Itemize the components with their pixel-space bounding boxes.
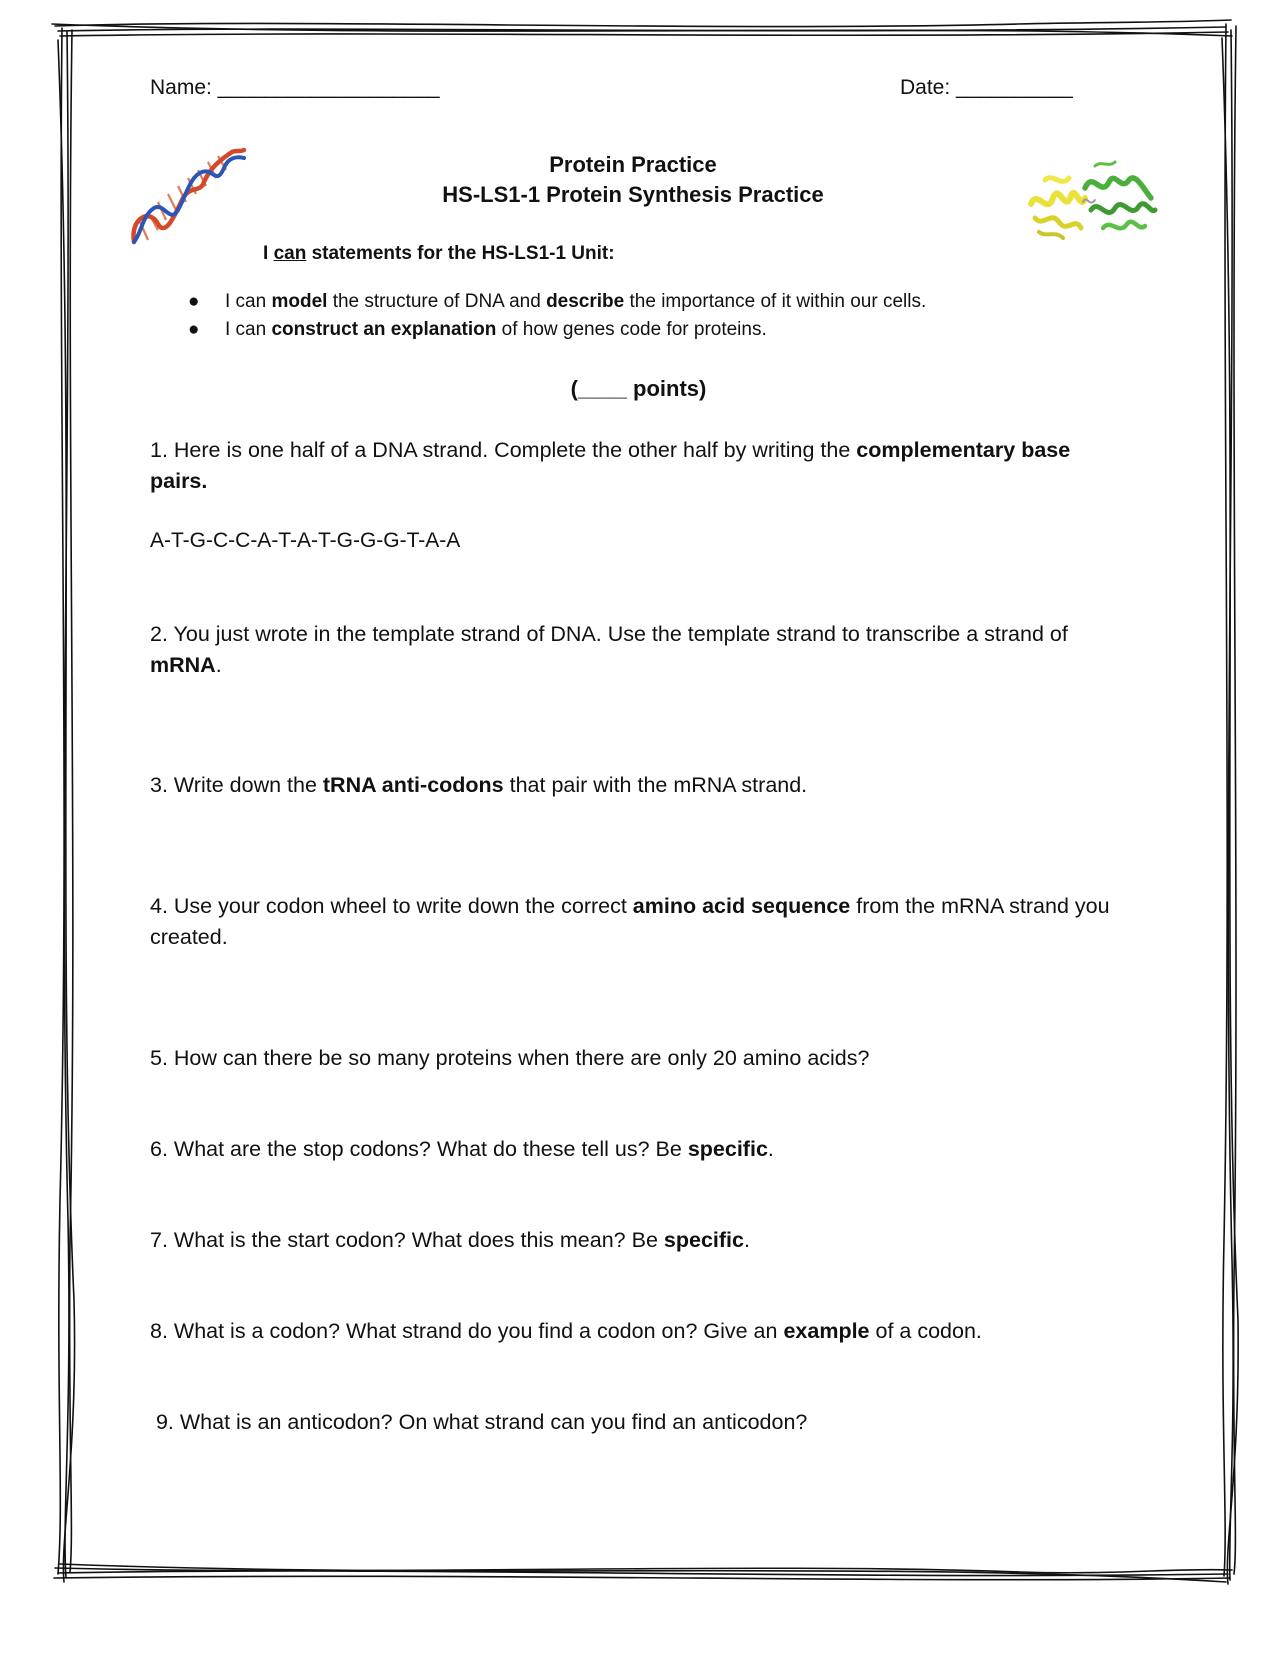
i-can-list [188,288,926,344]
question-6: 6. What are the stop codons? What do these tell us? Be specific. [150,1137,774,1161]
question-8: 8. What is a codon? What strand do you find a codon on? Give an example of a codon. [150,1319,982,1343]
i-can-heading: I can statements for the HS-LS1-1 Unit: [263,243,615,264]
question-7: 7. What is the start codon? What does this mean? Be specific. [150,1228,750,1252]
question-1: 1. Here is one half of a DNA strand. Complete the other half by writing the complementary base pairs. [150,438,1071,493]
question-3: 3. Write down the tRNA anti-codons that pair with the mRNA strand. [150,773,808,797]
list-item: ● I can model the structure of DNA and describe the importance of it within our cells. [188,288,926,316]
name-field[interactable]: Name: ___________________ [150,76,440,99]
question-4: 4. Use your codon wheel to write down the correct amino acid sequence from the mRNA strand you created. [150,894,1110,949]
page-subtitle: HS-LS1-1 Protein Synthesis Practice [442,182,824,207]
points-blank[interactable]: (____ points) [570,376,707,401]
question-9: 9. What is an anticodon? On what strand can you find an anticodon? [150,1410,808,1434]
dna-sequence: A-T-G-C-C-A-T-A-T-G-G-G-T-A-A [150,529,461,552]
question-5: 5. How can there be so many proteins when there are only 20 amino acids? [150,1046,870,1070]
page-title: Protein Practice [549,152,717,177]
question-2: 2. You just wrote in the template strand of DNA. Use the template strand to transcribe a strand of mRNA. [150,622,1068,677]
bullet-marker: ● [188,319,200,340]
bullet-marker: ● [188,291,200,312]
list-item: ● I can construct an explanation of how genes code for proteins. [188,316,926,344]
date-field[interactable]: Date: __________ [900,76,1073,99]
